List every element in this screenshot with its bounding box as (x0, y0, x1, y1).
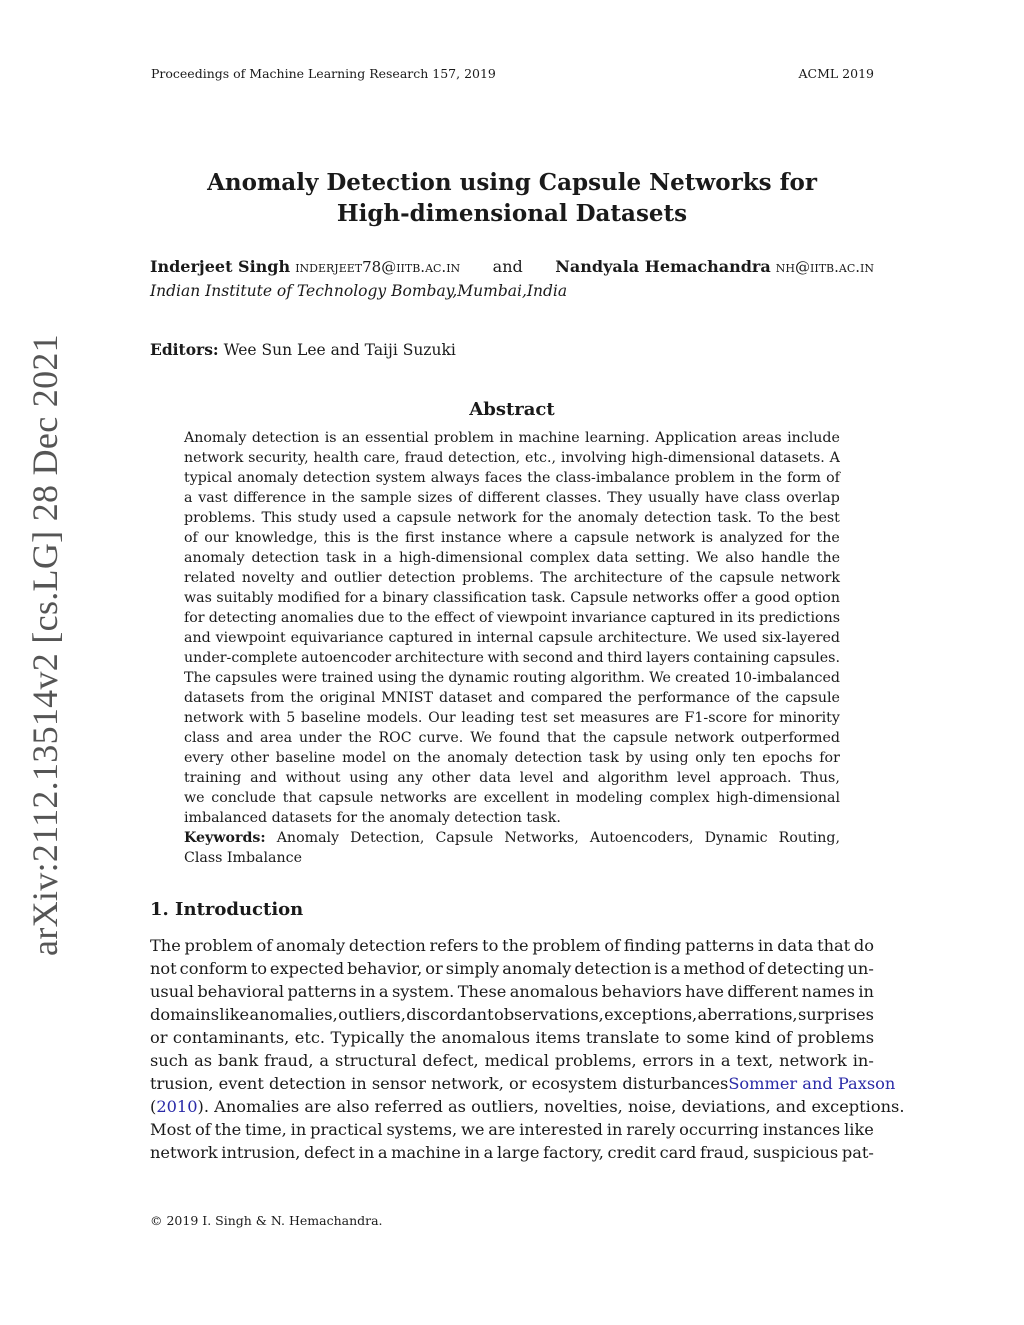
abstract-line-19: we conclude that capsule networks are excellent in modeling complex high-dimensional (184, 790, 840, 806)
abstract-line-15: network with 5 baseline models. Our leading test set measures are F1-score for minority (184, 710, 840, 726)
abstract-line-13: The capsules were trained using the dynamic routing algorithm. We created 10-imbalanced (184, 670, 840, 686)
editors-line (150, 340, 456, 359)
intro-line-4: domains like anomalies, outliers, discordant observations, exceptions, aberrations, surprises (150, 1005, 874, 1024)
abstract-line-8: related novelty and outlier detection problems. The architecture of the capsule network (184, 570, 840, 586)
editors-names: Wee Sun Lee and Taiji Suzuki (223, 341, 456, 359)
editors-label: Editors: (150, 340, 219, 359)
author-1 (150, 257, 460, 276)
abstract-line-16: class and area under the ROC curve. We found that the capsule network outperformed (184, 730, 840, 746)
intro-line-8 (150, 1095, 905, 1118)
running-header-left: Proceedings of Machine Learning Research 157, 2019 (151, 66, 496, 81)
abstract-line-17: every other baseline model on the anomaly detection task by using only ten epochs for (184, 750, 840, 766)
author-2-name: Nandyala Hemachandra (555, 257, 771, 276)
intro-line-6: such as bank fraud, a structural defect, medical problems, errors in a text, network in- (150, 1051, 874, 1070)
abstract-line-5: problems. This study used a capsule network for the anomaly detection task. To the best (184, 510, 840, 526)
intro-line-7-text: trusion, event detection in sensor network, or ecosystem disturbances (150, 1074, 729, 1093)
abstract-line-10: for detecting anomalies due to the effect of viewpoint invariance captured in its predictions (184, 610, 840, 626)
arxiv-stamp-text: arXiv:2112.13514v2 [cs.LG] 28 Dec 2021 (25, 333, 65, 956)
author-line (150, 257, 874, 276)
abstract-line-1: Anomaly detection is an essential problem in machine learning. Application areas include (184, 430, 840, 446)
abstract-line-2: network security, health care, fraud detection, etc., involving high-dimensional datasets. A (184, 450, 840, 466)
abstract-line-18: training and without using any other data level and algorithm level approach. Thus, (184, 770, 840, 786)
keywords-line-1: Keywords: Anomaly Detection, Capsule Networks, Autoencoders, Dynamic Routing, (184, 830, 840, 846)
intro-line-1: The problem of anomaly detection refers to the problem of finding patterns in data that do (150, 936, 874, 955)
abstract-line-9: was suitably modified for a binary classification task. Capsule networks offer a good option (184, 590, 840, 606)
title-line-1: Anomaly Detection using Capsule Networks for (207, 169, 817, 196)
title-line-2: High-dimensional Datasets (336, 200, 688, 227)
keywords-label: Keywords: (184, 830, 266, 846)
intro-line-7 (150, 1072, 896, 1095)
intro-line-8-open: (2010 (150, 1097, 198, 1116)
intro-line-3: usual behavioral patterns in a system. These anomalous behaviors have different names in (150, 982, 874, 1001)
abstract-line-12: under-complete autoencoder architecture with second and third layers containing capsules. (184, 650, 840, 666)
abstract-lines (184, 428, 840, 808)
abstract-line-4: a vast difference in the sample sizes of different classes. They usually have class overlap (184, 490, 840, 506)
intro-line-2: not conform to expected behavior, or simply anomaly detection is a method of detecting un- (150, 959, 874, 978)
paper-title (150, 167, 874, 229)
author-1-name: Inderjeet Singh (150, 257, 291, 276)
keywords-line-2: Class Imbalance (184, 850, 302, 866)
running-header-right: ACML 2019 (798, 66, 874, 81)
abstract-last-line: imbalanced datasets for the anomaly detection task. (184, 810, 561, 826)
author-2-email[interactable]: nh@iitb.ac.in (775, 258, 874, 276)
introduction-body (150, 934, 905, 1164)
abstract-line-7: anomaly detection task in a high-dimensional complex data setting. We also handle the (184, 550, 840, 566)
abstract-line-14: datasets from the original MNIST dataset and compared the performance of the capsule (184, 690, 840, 706)
intro-tail-line-2: network intrusion, defect in a machine in a large factory, credit card fraud, suspicious pat- (150, 1143, 874, 1162)
copyright-footer: © 2019 I. Singh & N. Hemachandra. (150, 1213, 383, 1228)
intro-line-5: or contaminants, etc. Typically the anomalous items translate to some kind of problems (150, 1028, 874, 1047)
intro-tail-lines (150, 1118, 874, 1164)
abstract-line-3: typical anomaly detection system always faces the class-imbalance problem in the form of (184, 470, 840, 486)
section-heading-introduction: 1. Introduction (150, 899, 304, 920)
abstract-line-11: and viewpoint equivariance captured in internal capsule architecture. We used six-layered (184, 630, 840, 646)
intro-lines (150, 934, 874, 1072)
intro-tail-line-1: Most of the time, in practical systems, we are interested in rarely occurring instances like (150, 1120, 874, 1139)
arxiv-stamp (20, 333, 70, 956)
author-1-email[interactable]: inderjeet78@iitb.ac.in (295, 258, 461, 276)
intro-line-8-text: ). Anomalies are also referred as outliers, novelties, noise, deviations, and exceptions. (197, 1097, 905, 1116)
affiliation: Indian Institute of Technology Bombay,Mumbai,India (150, 282, 568, 300)
author-2 (555, 257, 874, 276)
author-conjunction: and (492, 257, 523, 276)
abstract-line-6: of our knowledge, this is the first instance where a capsule network is analyzed for the (184, 530, 840, 546)
citation-year-2010[interactable]: 2010 (156, 1097, 198, 1116)
citation-sommer-paxson[interactable]: Sommer and Paxson (728, 1074, 896, 1093)
abstract-heading: Abstract (469, 399, 555, 420)
abstract-body (184, 428, 840, 868)
